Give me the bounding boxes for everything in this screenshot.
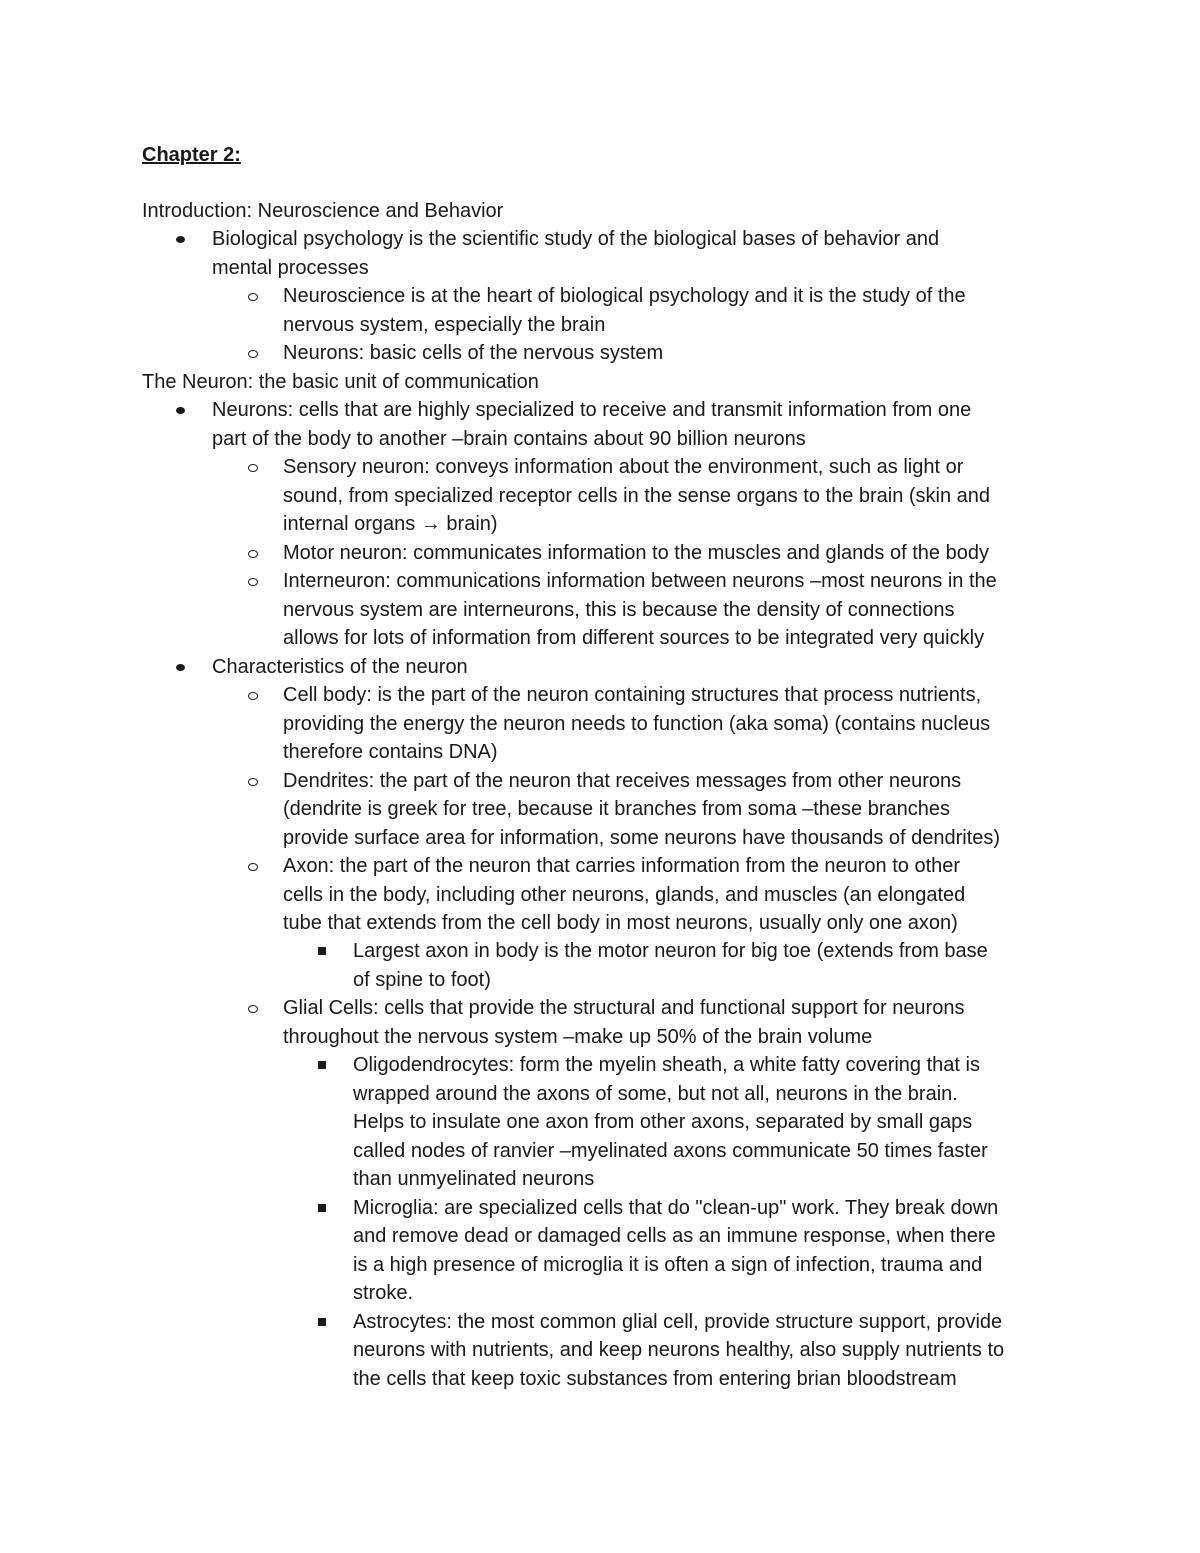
- note-line: Sensory neuron: conveys information about the environment, such as light or: [283, 456, 964, 479]
- note-line: (dendrite is greek for tree, because it branches from soma –these branches: [283, 798, 951, 821]
- note-line: Introduction: Neuroscience and Behavior: [142, 200, 504, 222]
- bullet-circle-icon: [248, 1005, 258, 1013]
- note-line: allows for lots of information from different sources to be integrated very quickly: [283, 627, 985, 650]
- bullet-circle-icon: [248, 550, 258, 558]
- bullet-dot-icon: [176, 664, 185, 671]
- note-line: Glial Cells: cells that provide the structural and functional support for neurons: [283, 997, 965, 1020]
- note-line: tube that extends from the cell body in most neurons, usually only one axon): [283, 912, 958, 934]
- note-line: nervous system are interneurons, this is because the density of connections: [283, 598, 955, 621]
- note-line: wrapped around the axons of some, but not all, neurons in the brain.: [353, 1082, 958, 1105]
- bullet-circle-icon: [248, 293, 258, 301]
- note-line: Neuroscience is at the heart of biological psychology and it is the study of the: [283, 285, 966, 308]
- bullet-dot-icon: [176, 236, 185, 243]
- note-line: Oligodendrocytes: form the myelin sheath, a white fatty covering that is: [353, 1054, 980, 1077]
- note-line: Helps to insulate one axon from other axons, separated by small gaps: [353, 1111, 973, 1134]
- bullet-square-icon: [318, 1318, 326, 1326]
- bullet-circle-icon: [248, 464, 258, 472]
- note-line: called nodes of ranvier –myelinated axons communicate 50 times faster: [353, 1139, 988, 1162]
- bullet-circle-icon: [248, 350, 258, 358]
- chapter-title: Chapter 2:: [142, 144, 241, 166]
- bullet-circle-icon: [248, 778, 258, 786]
- note-line: neurons with nutrients, and keep neurons healthy, also supply nutrients to: [353, 1339, 1005, 1362]
- note-line: of spine to foot): [353, 968, 491, 991]
- note-line: Astrocytes: the most common glial cell, provide structure support, provide: [353, 1310, 1003, 1333]
- note-line: part of the body to another –brain contains about 90 billion neurons: [212, 427, 806, 450]
- note-line: provide surface area for information, some neurons have thousands of dendrites): [283, 826, 1001, 849]
- bullet-circle-icon: [248, 692, 258, 700]
- note-line: stroke.: [353, 1282, 414, 1305]
- note-line: Dendrites: the part of the neuron that receives messages from other neurons: [283, 769, 962, 792]
- note-line: therefore contains DNA): [283, 741, 498, 764]
- note-line: Largest axon in body is the motor neuron for big toe (extends from base: [353, 940, 988, 963]
- bullet-circle-icon: [248, 578, 258, 586]
- note-line: throughout the nervous system –make up 50% of the brain volume: [283, 1025, 873, 1048]
- bullet-square-icon: [318, 947, 326, 955]
- bullet-square-icon: [318, 1061, 326, 1069]
- note-line: sound, from specialized receptor cells in the sense organs to the brain (skin and: [283, 484, 991, 507]
- note-line: Microglia: are specialized cells that do "clean-up" work. They break down: [353, 1196, 999, 1219]
- bullet-dot-icon: [176, 407, 185, 414]
- note-line: Axon: the part of the neuron that carries information from the neuron to other: [283, 855, 961, 878]
- note-line: is a high presence of microglia it is often a sign of infection, trauma and: [353, 1253, 983, 1276]
- bullet-square-icon: [318, 1204, 326, 1212]
- note-line: Biological psychology is the scientific study of the biological bases of behavior and: [212, 228, 940, 251]
- note-line: Neurons: cells that are highly specialized to receive and transmit information from one: [212, 399, 972, 422]
- note-line: providing the energy the neuron needs to function (aka soma) (contains nucleus: [283, 712, 991, 735]
- note-line: mental processes: [212, 256, 369, 279]
- bullet-circle-icon: [248, 863, 258, 871]
- note-line: Interneuron: communications information between neurons –most neurons in the: [283, 570, 997, 593]
- note-line: and remove dead or damaged cells as an immune response, when there: [353, 1225, 996, 1248]
- note-line: Motor neuron: communicates information to the muscles and glands of the body: [283, 541, 989, 564]
- note-line: Neurons: basic cells of the nervous system: [283, 342, 664, 365]
- note-line: nervous system, especially the brain: [283, 313, 606, 336]
- note-line: Characteristics of the neuron: [212, 655, 468, 678]
- note-line: the cells that keep toxic substances from entering brian bloodstream: [353, 1367, 957, 1390]
- note-line: internal organs → brain): [283, 513, 498, 536]
- note-line: cells in the body, including other neurons, glands, and muscles (an elongated: [283, 883, 966, 906]
- note-line: The Neuron: the basic unit of communication: [142, 370, 539, 393]
- note-line: than unmyelinated neurons: [353, 1168, 595, 1191]
- note-line: Cell body: is the part of the neuron containing structures that process nutrients,: [283, 684, 982, 707]
